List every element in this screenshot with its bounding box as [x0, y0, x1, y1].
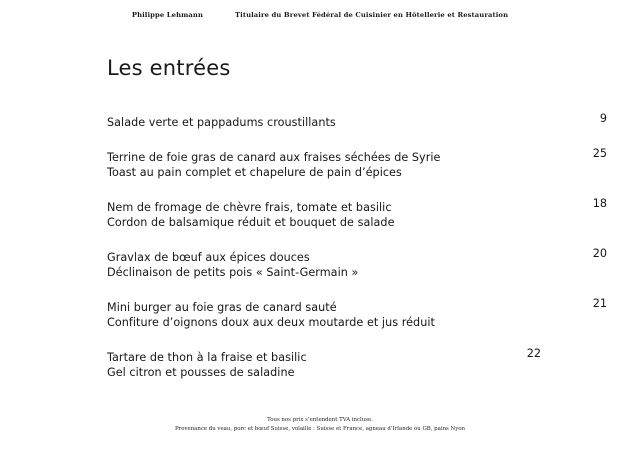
menu-item-row	[107, 346, 607, 365]
menu-item-name: Salade verte et pappadums croustillants	[107, 116, 336, 129]
menu-item-row	[107, 246, 607, 265]
menu-item-description: Cordon de balsamique réduit et bouquet de salade	[107, 216, 395, 229]
menu-item-name: Tartare de thon à la fraise et basilic	[107, 351, 307, 364]
menu-item	[107, 111, 607, 130]
menu-item-name: Gravlax de bœuf aux épices douces	[107, 251, 310, 264]
menu-item-row	[107, 296, 607, 315]
menu-item-row	[107, 196, 607, 215]
menu-item	[107, 146, 607, 180]
menu-item-row	[107, 111, 607, 130]
menu-list	[107, 111, 607, 380]
menu-item-description: Confiture d’oignons doux aux deux moutarde et jus réduit	[107, 316, 435, 329]
menu-item-price: 18	[592, 197, 607, 210]
menu-item-name: Terrine de foie gras de canard aux fraises séchées de Syrie	[107, 151, 441, 164]
menu-item-price: 20	[592, 247, 607, 260]
document-header	[0, 11, 640, 19]
page-title: Les entrées	[107, 56, 231, 80]
menu-item	[107, 196, 607, 230]
menu-item-description: Gel citron et pousses de saladine	[107, 366, 295, 379]
menu-item-price: 22	[526, 347, 541, 360]
menu-item-name: Nem de fromage de chèvre frais, tomate et basilic	[107, 201, 392, 214]
footer-provenance-note: Provenance du veau, porc et bœuf Suisse, volaille : Suisse et France, agneau d’Irlande ou GB, pains Nyon	[175, 426, 465, 432]
chef-name: Philippe Lehmann	[131, 11, 203, 19]
menu-item	[107, 246, 607, 280]
menu-item-name: Mini burger au foie gras de canard sauté	[107, 301, 337, 314]
menu-item-description: Toast au pain complet et chapelure de pain d’épices	[107, 166, 402, 179]
menu-item-price: 25	[592, 147, 607, 160]
chef-credential: Titulaire du Brevet Fédéral de Cuisinier en Hôtellerie et Restauration	[235, 11, 509, 19]
menu-item	[107, 296, 607, 330]
document-footer	[0, 416, 640, 434]
menu-item-description: Déclinaison de petits pois « Saint-Germain »	[107, 266, 359, 279]
footer-tax-note: Tous nos prix s’entendent TVA incluse.	[267, 417, 373, 423]
menu-item	[107, 346, 607, 380]
menu-item-price: 9	[599, 112, 607, 125]
menu-item-row	[107, 146, 607, 165]
menu-item-price: 21	[592, 297, 607, 310]
